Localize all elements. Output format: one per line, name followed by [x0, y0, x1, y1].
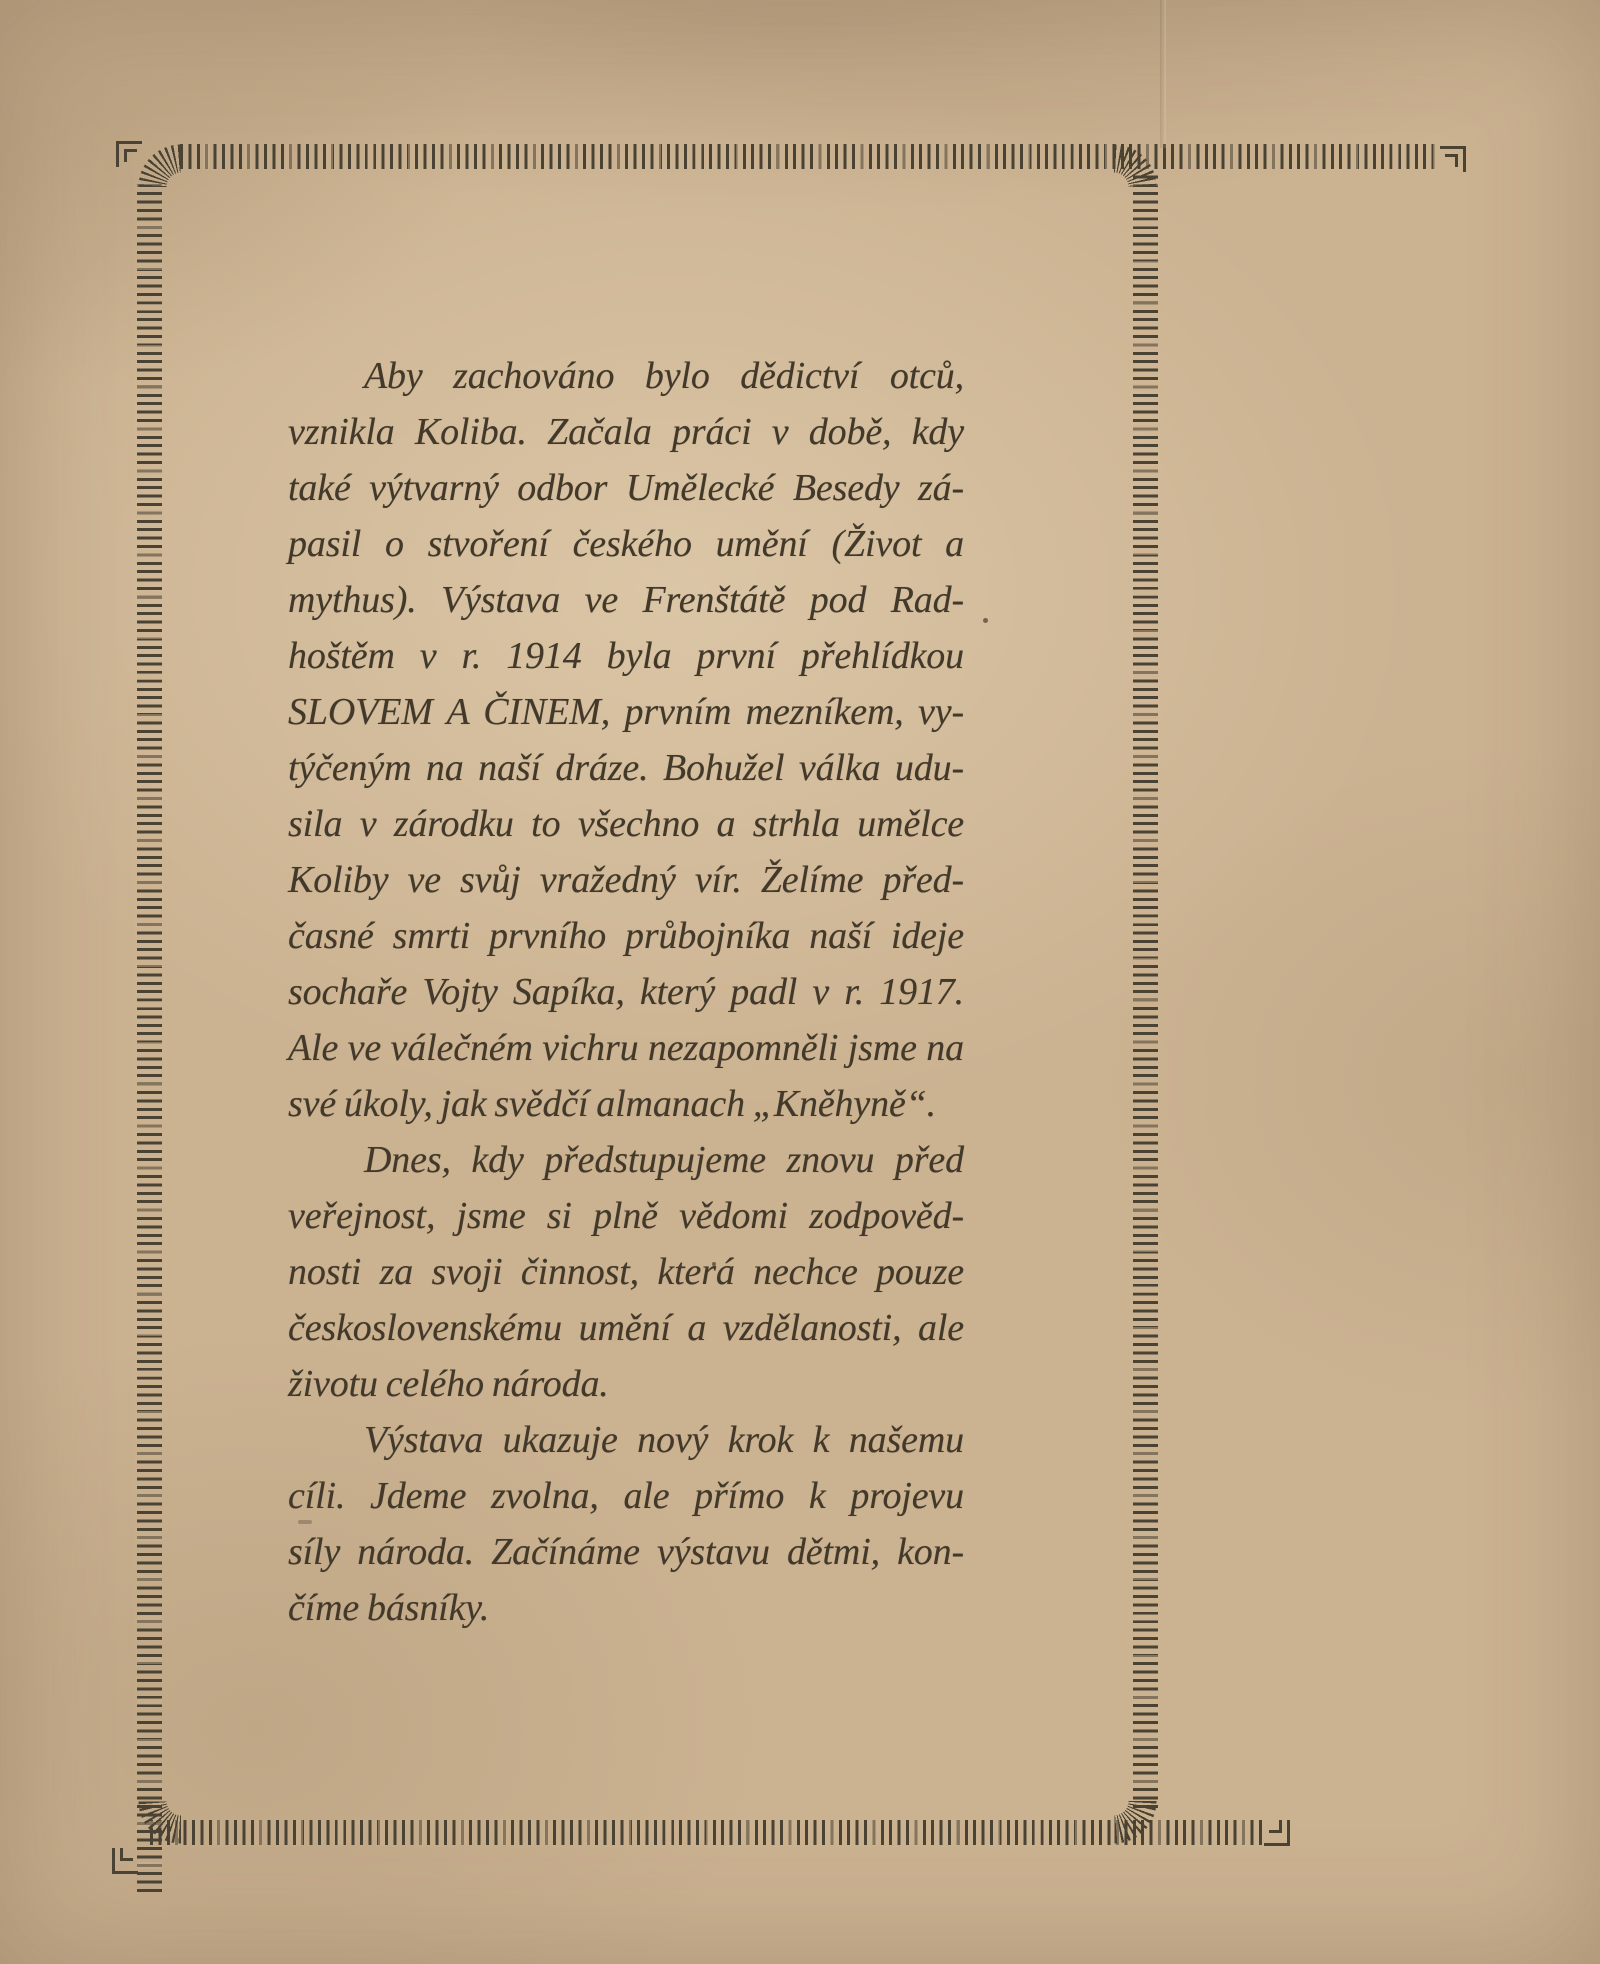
text-line: vznikla Koliba. Začala práci v době, kdy [288, 411, 964, 453]
paragraph [288, 1412, 964, 1636]
text-line: Výstava ukazuje nový krok k našemu [364, 1419, 964, 1461]
text-line: Aby zachováno bylo dědictví otců, [364, 355, 964, 397]
paper-speck [983, 618, 988, 623]
border-corner-top-right [1114, 143, 1158, 187]
text-line: nosti za svoji činnost, která nechce pouze [288, 1251, 964, 1293]
text-line: časné smrti prvního průbojníka naší ideje [288, 915, 964, 957]
text-line: své úkoly, jak svědčí almanach „Kněhyně“. [288, 1083, 937, 1125]
border-corner-bottom-left [137, 1801, 181, 1845]
border-corner-top-left [137, 143, 181, 187]
text-line: mythus). Výstava ve Frenštátě pod Rad- [288, 579, 964, 621]
text-line: týčeným na naší dráze. Bohužel válka udu- [288, 747, 964, 789]
border-corner-bottom-right [1114, 1801, 1158, 1845]
text-line: Ale ve válečném vichru nezapomněli jsme na [288, 1027, 964, 1069]
text-line: cíli. Jdeme zvolna, ale přímo k projevu [288, 1475, 964, 1517]
ornamental-border-left [137, 184, 162, 1892]
text-line: číme básníky. [288, 1587, 490, 1629]
text-line: také výtvarný odbor Umělecké Besedy zá- [288, 467, 964, 509]
border-end-hook-bottom-left [112, 1848, 138, 1874]
text-line: sochaře Vojty Sapíka, který padl v r. 1917. [288, 971, 964, 1013]
text-line: Dnes, kdy předstupujeme znovu před [364, 1139, 964, 1181]
paragraph [288, 348, 964, 1132]
text-line: životu celého národa. [288, 1363, 609, 1405]
text-line: síly národa. Začínáme výstavu dětmi, kon- [288, 1531, 964, 1573]
text-line: hoštěm v r. 1914 byla první přehlídkou [288, 635, 964, 677]
text-line: veřejnost, jsme si plně vědomi zodpověd- [288, 1195, 964, 1237]
border-end-hook-top-left [116, 141, 142, 167]
text-line: Koliby ve svůj vražedný vír. Želíme před- [288, 859, 964, 901]
text-line: SLOVEM A ČINEM, prvním mezníkem, vy- [288, 691, 964, 733]
text-line: pasil o stvoření českého umění (Život a [288, 523, 964, 565]
ornamental-border-top [180, 144, 1438, 169]
body-text [288, 348, 964, 1636]
border-end-hook-top-right [1440, 146, 1466, 172]
ornamental-border-right [1133, 172, 1158, 1808]
ornamental-border-bottom [150, 1820, 1262, 1845]
paper-crease [1160, 0, 1166, 148]
paragraph [288, 1132, 964, 1412]
text-line: sila v zárodku to všechno a strhla umělce [288, 803, 964, 845]
border-end-hook-bottom-right [1264, 1820, 1290, 1846]
text-line: československému umění a vzdělanosti, ale [288, 1307, 964, 1349]
